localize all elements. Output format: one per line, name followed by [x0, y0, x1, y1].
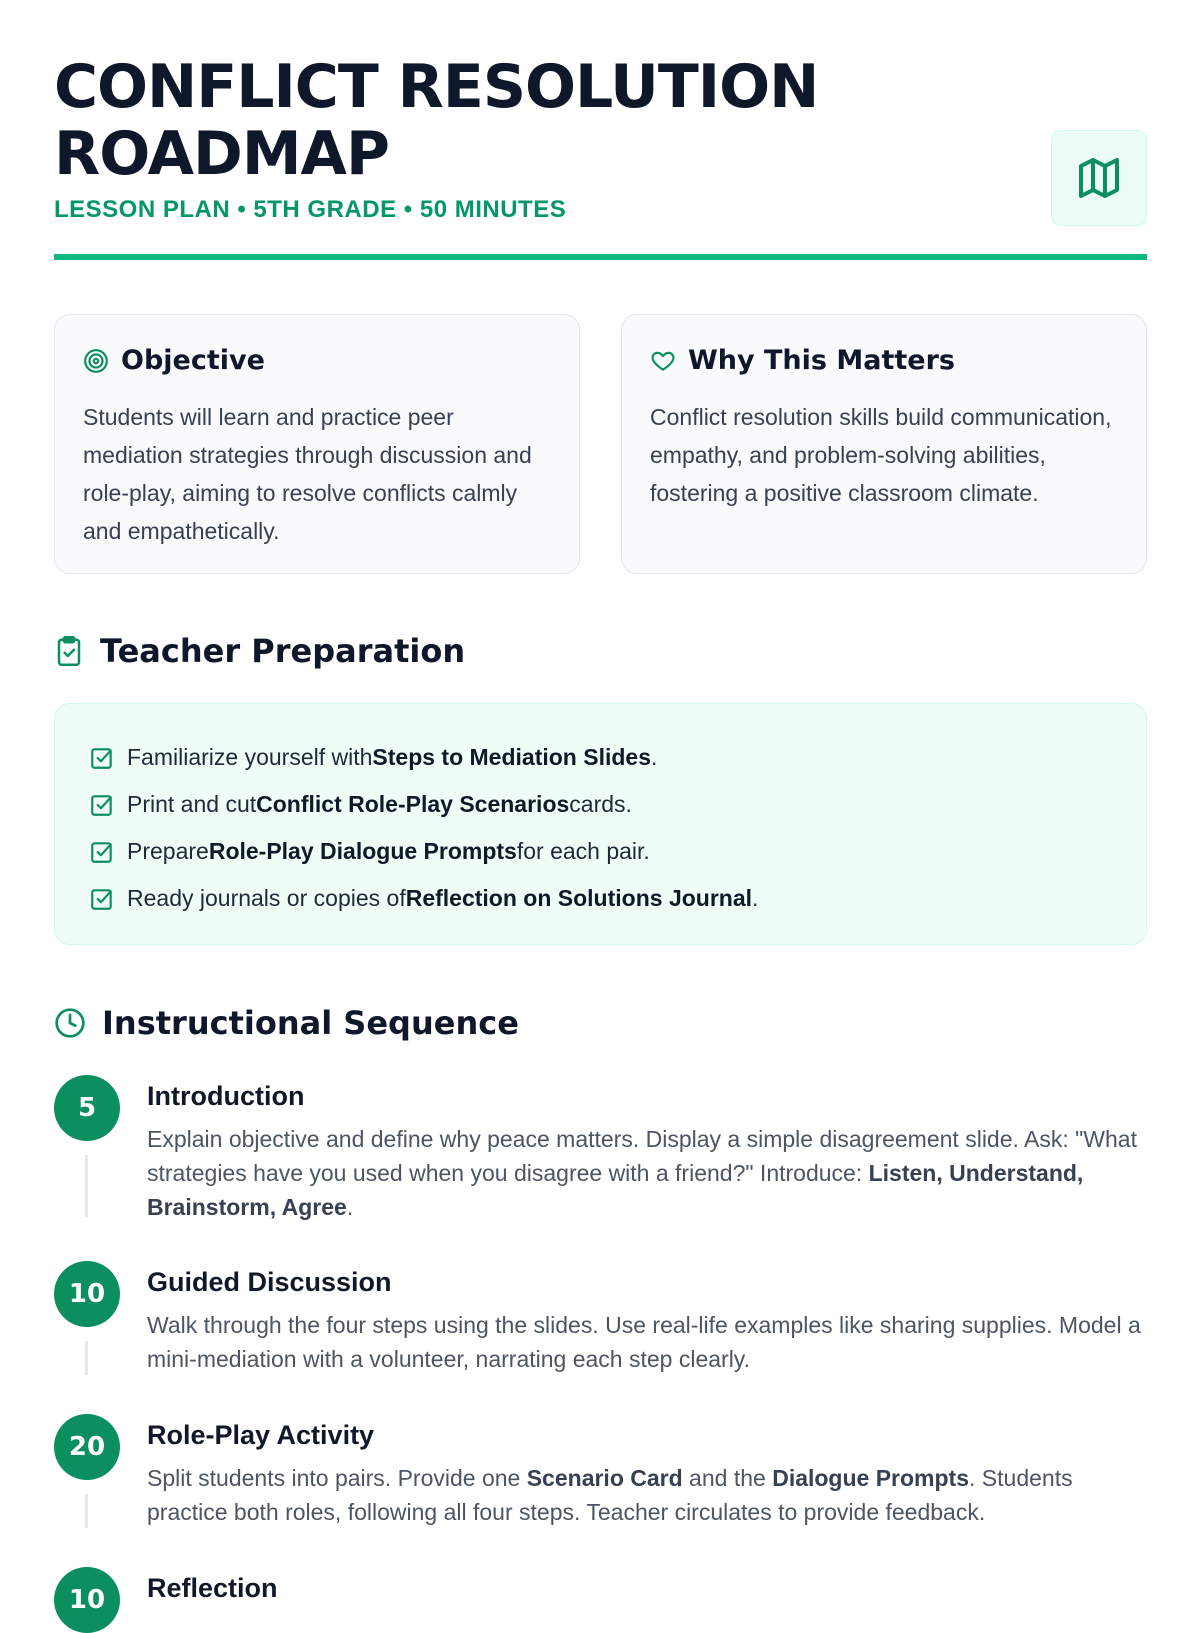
- clipboard-check-icon: [54, 634, 84, 668]
- checklist-text-post: cards.: [569, 791, 632, 817]
- objective-card: [54, 314, 580, 574]
- checklist-text-post: .: [651, 744, 658, 770]
- step-description: [147, 1122, 1147, 1224]
- step-connector: [85, 1341, 88, 1375]
- checkbox-checked-icon: [89, 886, 115, 912]
- step-title: Role-Play Activity: [147, 1420, 375, 1450]
- step-title: Guided Discussion: [147, 1267, 392, 1297]
- objective-text: Students will learn and practice peer mediation strategies through discussion and role-play, aiming to resolve conflicts calmly and empathetically.: [83, 404, 532, 544]
- sequence-title: Instructional Sequence: [102, 1004, 519, 1042]
- step-title: Reflection: [147, 1573, 278, 1603]
- step-text-bold: Dialogue Prompts: [772, 1465, 970, 1491]
- sequence-heading: [54, 1004, 519, 1042]
- step-minutes-badge: 20: [54, 1414, 120, 1480]
- checklist-item: [89, 828, 1112, 875]
- preparation-heading: [54, 632, 465, 670]
- why-text: Conflict resolution skills build communication, empathy, and problem-solving abilities, fostering a positive classroom climate.: [650, 404, 1112, 506]
- checklist-text-post: for each pair.: [516, 838, 650, 864]
- step-connector: [85, 1494, 88, 1528]
- preparation-title: Teacher Preparation: [100, 632, 466, 670]
- checklist-item: [89, 781, 1112, 828]
- checklist-text-pre: Print and cut: [127, 791, 257, 817]
- checklist-text-bold: Conflict Role-Play Scenarios: [256, 791, 570, 817]
- step-text-part: Explain objective and define why peace matters. Display a simple disagreement slide. Ask: "What strategies have you used when you disagree with a friend?" Introduce:: [147, 1126, 1137, 1186]
- step-minutes-badge: 10: [54, 1261, 120, 1327]
- header-divider: [54, 254, 1147, 260]
- map-icon: [1075, 154, 1123, 202]
- page-title: CONFLICT RESOLUTION ROADMAP: [54, 52, 819, 189]
- page-subtitle: LESSON PLAN • 5TH GRADE • 50 MINUTES: [54, 196, 567, 223]
- step-text-part: and the: [682, 1465, 773, 1491]
- preparation-checklist: [54, 703, 1147, 945]
- map-badge: [1051, 130, 1147, 226]
- step-description: Walk through the four steps using the slides. Use real-life examples like sharing supplies. Model a mini-mediation with a volunteer, narrating each step clearly.: [147, 1312, 1141, 1372]
- checklist-text-pre: Familiarize yourself with: [127, 744, 373, 770]
- checklist-text-pre: Ready journals or copies of: [127, 885, 406, 911]
- step-text-part: .: [346, 1194, 354, 1220]
- checklist-text-post: .: [752, 885, 759, 911]
- checkbox-checked-icon: [89, 792, 115, 818]
- target-icon: [83, 348, 109, 374]
- checkbox-checked-icon: [89, 745, 115, 771]
- checkbox-checked-icon: [89, 839, 115, 865]
- step-title: Introduction: [147, 1081, 305, 1111]
- objective-title: Objective: [121, 345, 265, 376]
- checklist-item: [89, 734, 1112, 781]
- lesson-plan-page: [54, 0, 1147, 1615]
- checklist-text-bold: Steps to Mediation Slides: [372, 744, 652, 770]
- step-description: [147, 1461, 1147, 1529]
- checklist-text-bold: Reflection on Solutions Journal: [405, 885, 753, 911]
- step-connector: [85, 1155, 88, 1217]
- step-minutes-badge: 5: [54, 1075, 120, 1141]
- checklist-item: [89, 875, 1112, 922]
- why-title: Why This Matters: [688, 345, 955, 376]
- clock-icon: [54, 1007, 86, 1039]
- page-header: [54, 0, 1147, 262]
- checklist-text-pre: Prepare: [127, 838, 209, 864]
- step-text-part: . Students practice both roles, following all four steps. Teacher circulates to provide feedback.: [147, 1465, 1073, 1525]
- step-text-part: Split students into pairs. Provide one: [147, 1465, 527, 1491]
- heart-icon: [650, 348, 676, 374]
- step-text-bold: Scenario Card: [526, 1465, 683, 1491]
- why-card: [621, 314, 1147, 574]
- info-cards: [54, 314, 1147, 576]
- step-text-bold: Listen, Understand, Brainstorm, Agree: [147, 1160, 1084, 1220]
- step-minutes-badge: 10: [54, 1567, 120, 1633]
- checklist-text-bold: Role-Play Dialogue Prompts: [208, 838, 517, 864]
